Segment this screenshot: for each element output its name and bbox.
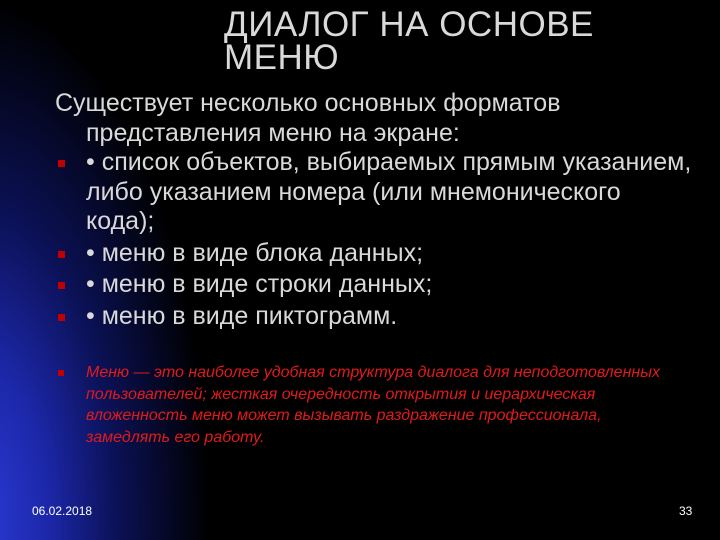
bullet-item bbox=[55, 270, 695, 300]
intro-line-1: Существует несколько основных форматов bbox=[55, 89, 561, 117]
bullet-text: • меню в виде блока данных; bbox=[86, 238, 424, 267]
bullet-item bbox=[55, 148, 695, 237]
bullet-list bbox=[55, 148, 695, 333]
bullet-item bbox=[55, 302, 695, 332]
intro-paragraph bbox=[55, 88, 695, 148]
square-bullet-icon bbox=[58, 160, 65, 167]
square-bullet-icon bbox=[58, 370, 64, 376]
slide-title: ДИАЛОГ НА ОСНОВЕ МЕНЮ bbox=[224, 5, 594, 77]
bullet-item bbox=[55, 239, 695, 269]
intro-line-2: представления меню на экране: bbox=[86, 119, 460, 147]
footer-date: 06.02.2018 bbox=[32, 504, 93, 518]
bullet-text: • меню в виде строки данных; bbox=[86, 270, 433, 298]
square-bullet-icon bbox=[58, 282, 65, 289]
page-number: 33 bbox=[679, 504, 693, 518]
square-bullet-icon bbox=[58, 251, 65, 258]
note-text: Меню — это наиболее удобная структура диалога для неподготовленных пользователей; жесткая очередность открытия и иерархическая вложенность меню может вызывать раздражение профессионала, замедлять его работу. bbox=[86, 364, 660, 446]
bullet-text: • меню в виде пиктограмм. bbox=[86, 301, 398, 330]
note-item bbox=[55, 362, 675, 448]
square-bullet-icon bbox=[58, 314, 65, 321]
bullet-text: • список объектов, выбираемых прямым указанием, либо указанием номера (или мнемонического кода); bbox=[86, 148, 692, 235]
